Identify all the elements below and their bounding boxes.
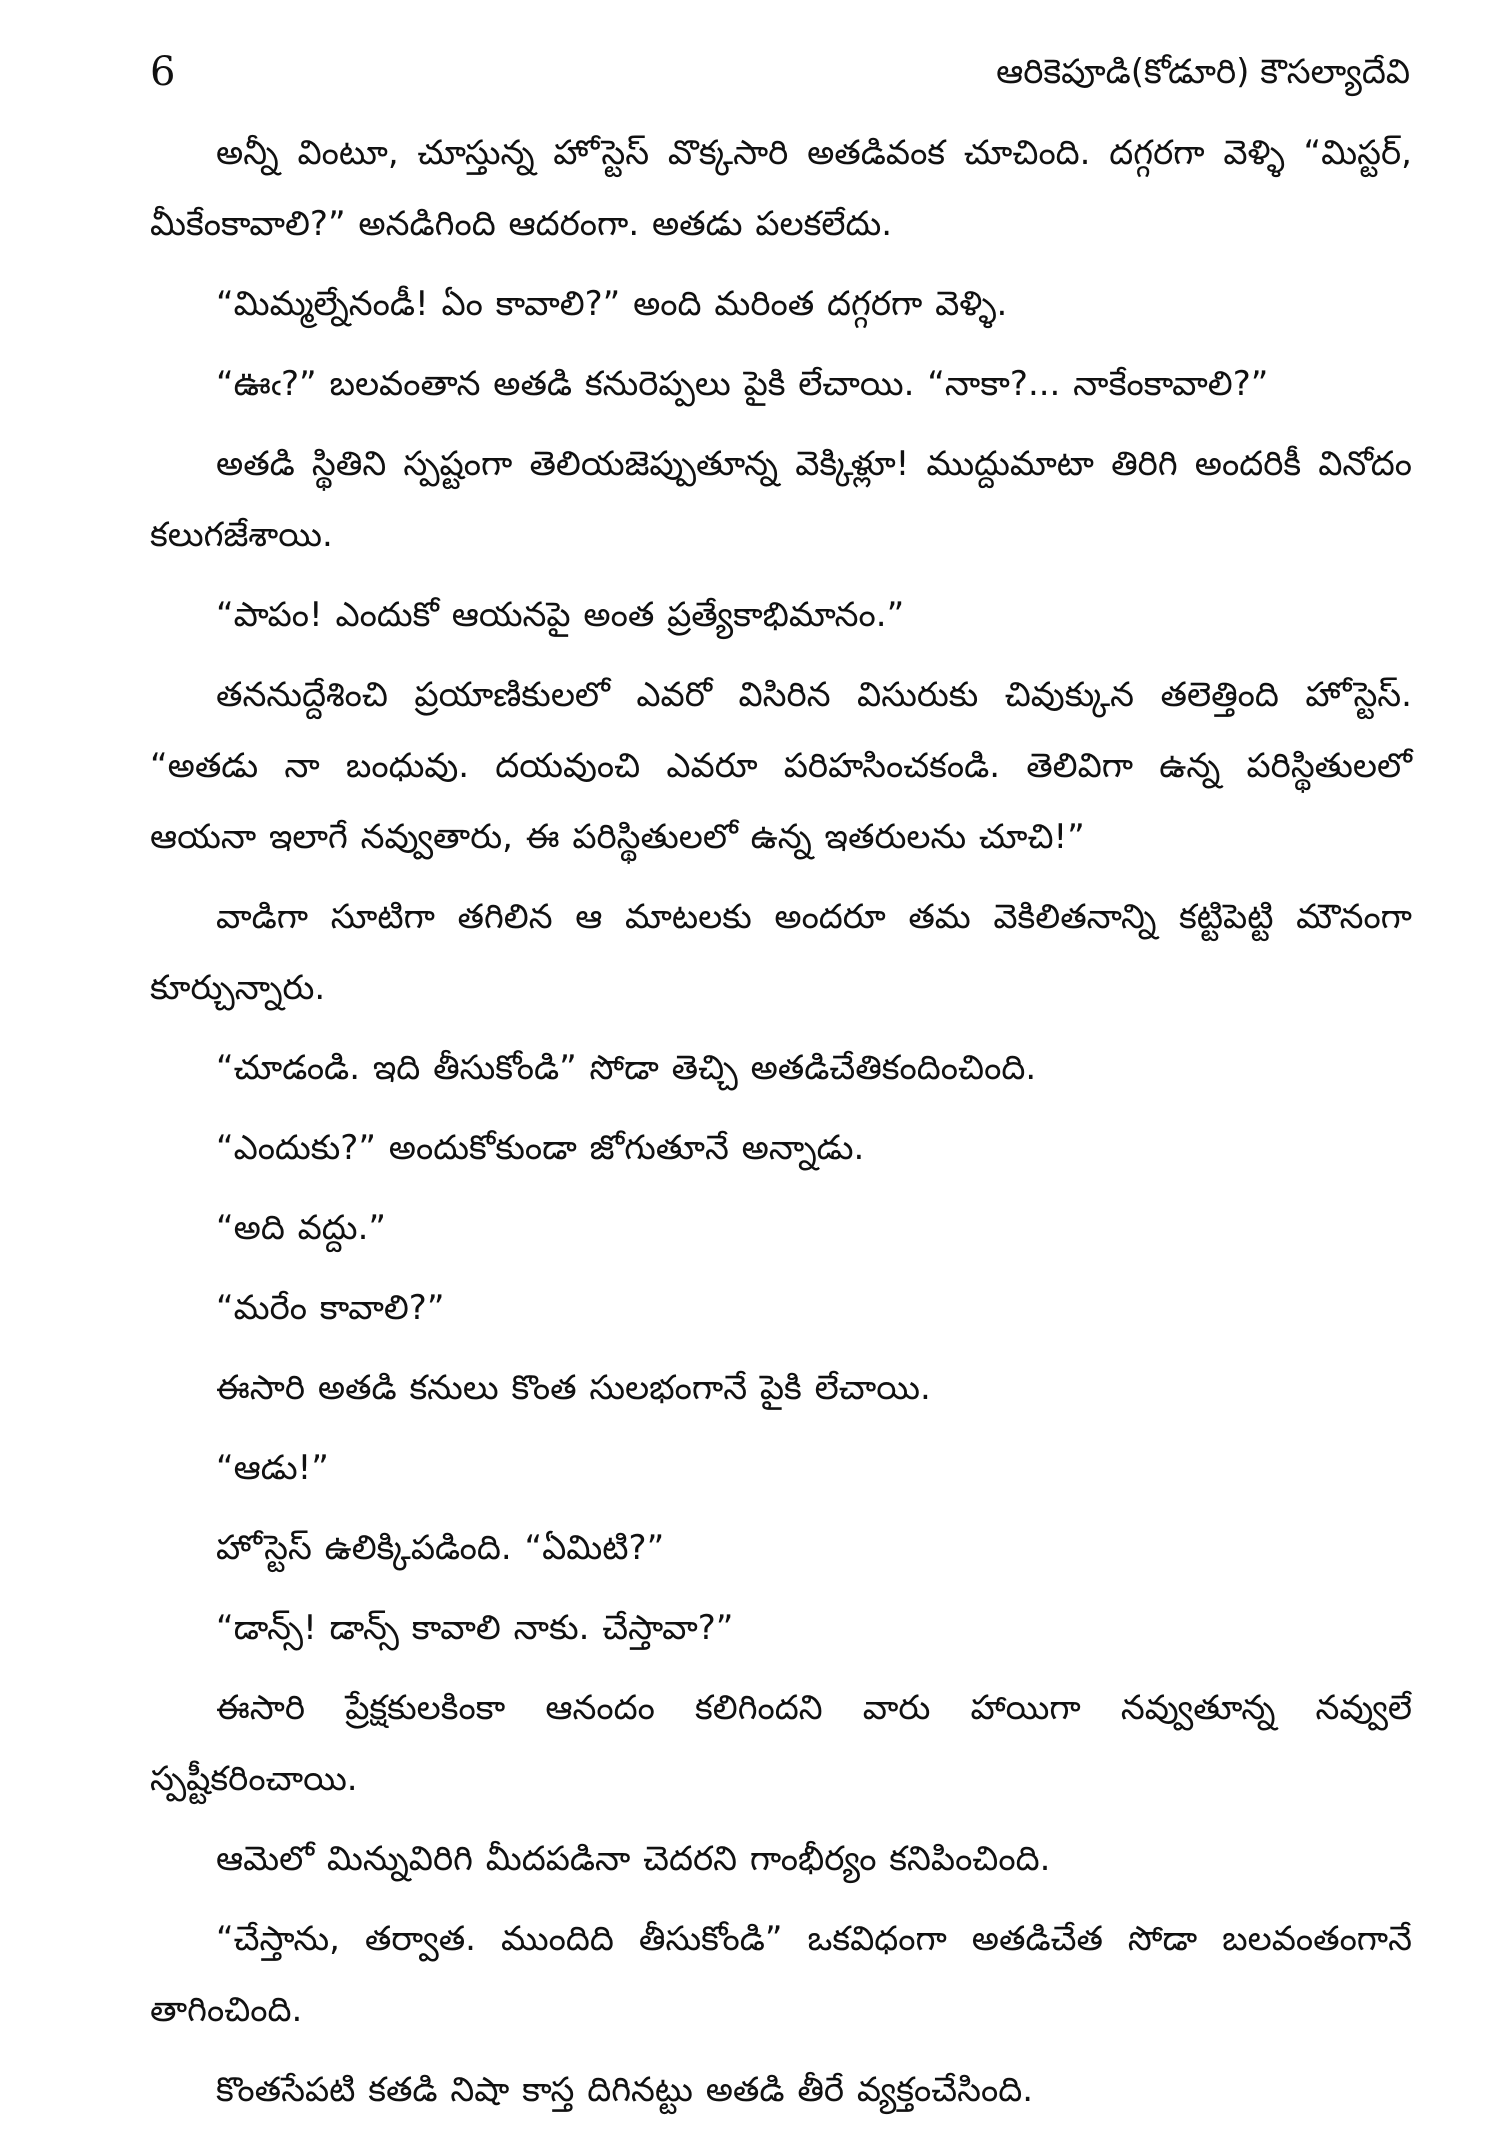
paragraph: హోస్టెస్ ఉలిక్కిపడింది. “ఏమిటి?” [216, 1528, 665, 1568]
paragraph: ఈసారి ప్రేక్షకులకింకా ఆనందం కలిగిందని వారు హాయిగా నవ్వుతూన్న నవ్వులే స్పష్టీకరించాయి. [150, 1688, 1412, 1799]
paragraph: “మరేం కావాలి?” [216, 1288, 445, 1328]
page-body [150, 118, 1412, 2135]
paragraph: అతడి స్థితిని స్పష్టంగా తెలియజెప్పుతూన్న వెక్కిళ్లూ! ముద్దుమాటా తిరిగి అందరికీ వినోదం కలుగజేశాయి. [150, 444, 1412, 555]
paragraph: వాడిగా సూటిగా తగిలిన ఆ మాటలకు అందరూ తమ వెకిలితనాన్ని కట్టిపెట్టి మౌనంగా కూర్చున్నారు. [150, 897, 1412, 1008]
paragraph: “ఎందుకు?” అందుకోకుండా జోగుతూనే అన్నాడు. [216, 1128, 865, 1168]
paragraph: “చూడండి. ఇది తీసుకోండి” సోడా తెచ్చి అతడిచేతికందించింది. [216, 1048, 1037, 1088]
paragraph: “పాపం! ఎందుకో ఆయనపై అంత ప్రత్యేకాభిమానం.” [216, 595, 905, 635]
page-header [150, 44, 1410, 104]
page-number: 6 [150, 49, 176, 95]
paragraph: ఆమెలో మిన్నువిరిగి మీదపడినా చెదరని గాంభీర్యం కనిపించింది. [216, 1839, 1051, 1879]
running-head-author: ఆరికెపూడి(కోడూరి) కౌసల్యాదేవి [996, 52, 1410, 92]
paragraph: “డాన్స్! డాన్స్ కావాలి నాకు. చేస్తావా?” [216, 1608, 734, 1648]
paragraph: ఈసారి అతడి కనులు కొంత సులభంగానే పైకి లేచాయి. [216, 1368, 931, 1408]
paragraph: “ఊఁ?” బలవంతాన అతడి కనురెప్పలు పైకి లేచాయి. “నాకా?... నాకేంకావాలి?” [216, 364, 1269, 404]
paragraph: తననుద్దేశించి ప్రయాణికులలో ఎవరో విసిరిన విసురుకు చివుక్కున తలెత్తింది హోస్టెస్. “అతడు నా బంధువు. దయవుంచి ఎవరూ పరిహసించకండి. తెలివిగా ఉన్న పరిస్థితులలో ఆయనా ఇలాగే నవ్వుతారు, ఈ పరిస్థితులలో ఉన్న ఇతరులను చూచి!” [150, 675, 1412, 857]
paragraph: “అది వద్దు.” [216, 1208, 386, 1248]
paragraph: అన్నీ వింటూ, చూస్తున్న హోస్టెస్ వొక్కసారి అతడివంక చూచింది. దగ్గరగా వెళ్ళి “మిస్టర్, మీకేంకావాలి?” అనడిగింది ఆదరంగా. అతడు పలకలేదు. [150, 133, 1412, 244]
paragraph: “చేస్తాను, తర్వాత. ముందిది తీసుకోండి” ఒకవిధంగా అతడిచేత సోడా బలవంతంగానే తాగించింది. [150, 1919, 1412, 2030]
paragraph: “మిమ్మల్నేనండీ! ఏం కావాలి?” అంది మరింత దగ్గరగా వెళ్ళి. [216, 284, 1008, 324]
paragraph: కొంతసేపటి కతడి నిషా కాస్త దిగినట్టు అతడి తీరే వ్యక్తంచేసింది. [216, 2070, 1034, 2110]
paragraph: “ఆడు!” [216, 1448, 329, 1488]
